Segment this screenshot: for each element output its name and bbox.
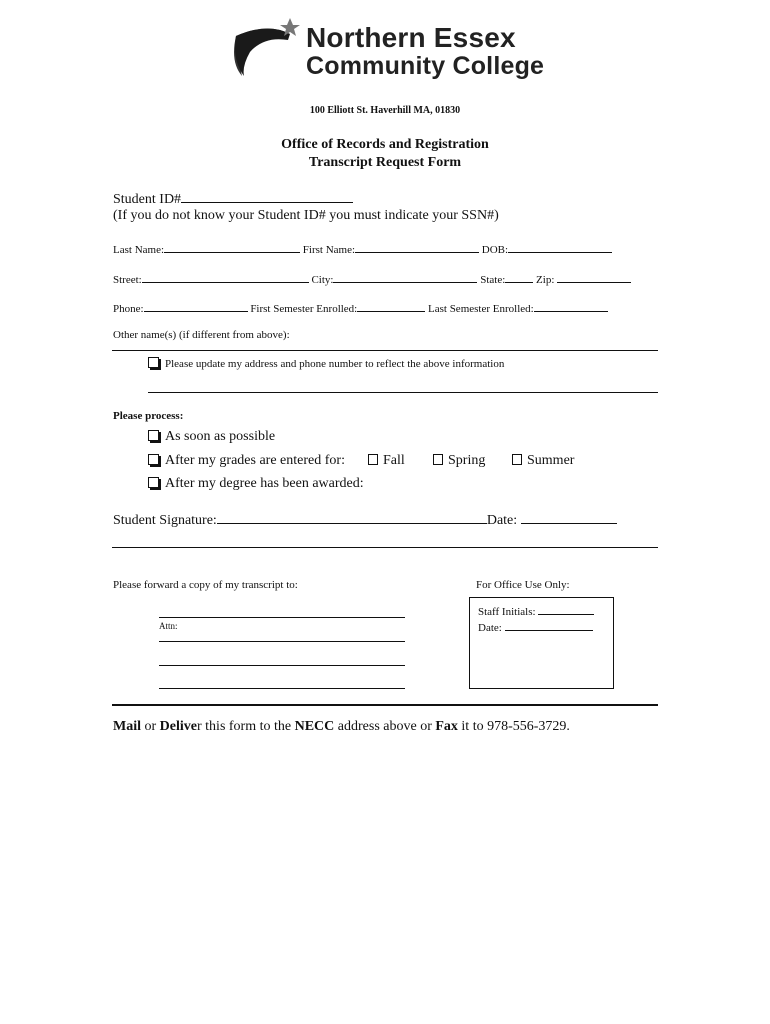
asap-checkbox[interactable] <box>148 430 159 441</box>
footer-fax: Fax <box>435 719 458 734</box>
after-grades-label: After my grades are entered for: <box>165 453 345 468</box>
footer-necc: NECC <box>294 719 335 734</box>
signature-row <box>113 511 617 529</box>
footer-address-above: address above or <box>334 719 436 734</box>
dob-field[interactable] <box>508 240 612 253</box>
office-title: Office of Records and Registration <box>281 137 489 152</box>
footer-mail: Mail <box>113 719 141 734</box>
fall-option[interactable] <box>368 453 405 469</box>
forward-line-3[interactable] <box>159 665 405 666</box>
dob-label: DOB: <box>481 244 509 256</box>
asap-option[interactable] <box>148 429 275 445</box>
footer-fax-number: it to 978-556-3729. <box>457 719 570 734</box>
footer-deliver: Delive <box>159 719 197 734</box>
after-grades-option[interactable] <box>148 453 345 469</box>
address-row <box>113 270 631 286</box>
college-name-line2: Community College <box>306 52 545 80</box>
signature-label: Student Signature: <box>113 513 217 528</box>
state-label: State: <box>480 274 506 286</box>
office-date-label: Date: <box>478 622 502 634</box>
signature-date-label: Date: <box>486 513 518 528</box>
summer-checkbox[interactable] <box>512 454 522 465</box>
summer-option[interactable] <box>512 453 574 469</box>
last-semester-field[interactable] <box>534 299 608 312</box>
form-title: Transcript Request Form <box>308 155 462 170</box>
last-semester-label: Last Semester Enrolled: <box>428 303 534 315</box>
fall-label: Fall <box>383 453 405 468</box>
college-address: 100 Elliott St. Haverhill MA, 01830 <box>309 105 461 116</box>
street-label: Street: <box>113 274 142 286</box>
asap-label: As soon as possible <box>165 429 276 444</box>
footer-divider <box>112 704 658 706</box>
forward-line-1[interactable] <box>159 617 405 618</box>
footer-or: or <box>141 719 160 734</box>
phone-field[interactable] <box>144 299 248 312</box>
staff-initials-row <box>478 602 594 618</box>
after-degree-option[interactable] <box>148 476 364 492</box>
forward-label: Please forward a copy of my transcript to: <box>113 579 298 591</box>
last-name-label: Last Name: <box>113 244 165 256</box>
first-semester-label: First Semester Enrolled: <box>250 303 358 315</box>
update-address-checkbox[interactable] <box>148 357 159 368</box>
spring-checkbox[interactable] <box>433 454 443 465</box>
student-id-field[interactable] <box>181 190 353 203</box>
signature-date-field[interactable] <box>521 511 617 524</box>
college-name-line1: Northern Essex <box>306 22 516 53</box>
staff-initials-label: Staff Initials: <box>478 606 536 618</box>
forward-line-2[interactable] <box>159 641 405 642</box>
first-semester-field[interactable] <box>357 299 425 312</box>
divider-line <box>148 392 658 393</box>
city-field[interactable] <box>333 270 477 283</box>
after-degree-checkbox[interactable] <box>148 477 159 488</box>
please-process-heading: Please process: <box>113 410 184 422</box>
section-divider <box>112 547 658 548</box>
city-label: City: <box>311 274 334 286</box>
student-id-row <box>113 190 353 208</box>
update-address-label: Please update my address and phone number to reflect the above information <box>165 358 505 370</box>
office-use-label: For Office Use Only: <box>476 579 570 591</box>
street-field[interactable] <box>142 270 309 283</box>
zip-label: Zip: <box>536 274 555 286</box>
spring-option[interactable] <box>433 453 485 469</box>
state-field[interactable] <box>505 270 533 283</box>
after-degree-label: After my degree has been awarded: <box>165 476 364 491</box>
office-date-row <box>478 618 593 634</box>
footer-deliver-rest: r this form to the <box>197 719 295 734</box>
student-id-label: Student ID# <box>113 192 182 207</box>
signature-field[interactable] <box>217 511 487 524</box>
forward-line-4[interactable] <box>159 688 405 689</box>
staff-initials-field[interactable] <box>538 602 594 615</box>
name-row <box>113 240 612 256</box>
phone-label: Phone: <box>113 303 144 315</box>
summer-label: Summer <box>527 453 575 468</box>
first-name-label: First Name: <box>302 244 356 256</box>
office-date-field[interactable] <box>505 618 593 631</box>
ssn-note: (If you do not know your Student ID# you must indicate your SSN#) <box>113 208 499 223</box>
fall-checkbox[interactable] <box>368 454 378 465</box>
other-names-line[interactable] <box>112 350 658 351</box>
phone-row <box>113 299 608 315</box>
first-name-field[interactable] <box>355 240 479 253</box>
zip-field[interactable] <box>557 270 631 283</box>
spring-label: Spring <box>448 453 486 468</box>
attn-label: Attn: <box>159 621 178 631</box>
update-address-option[interactable] <box>148 357 504 370</box>
swoosh-star-logo-icon <box>228 14 308 84</box>
last-name-field[interactable] <box>164 240 300 253</box>
footer-instructions <box>113 719 570 735</box>
after-grades-checkbox[interactable] <box>148 454 159 465</box>
college-name <box>306 24 544 80</box>
other-names-label: Other name(s) (if different from above): <box>113 329 290 341</box>
